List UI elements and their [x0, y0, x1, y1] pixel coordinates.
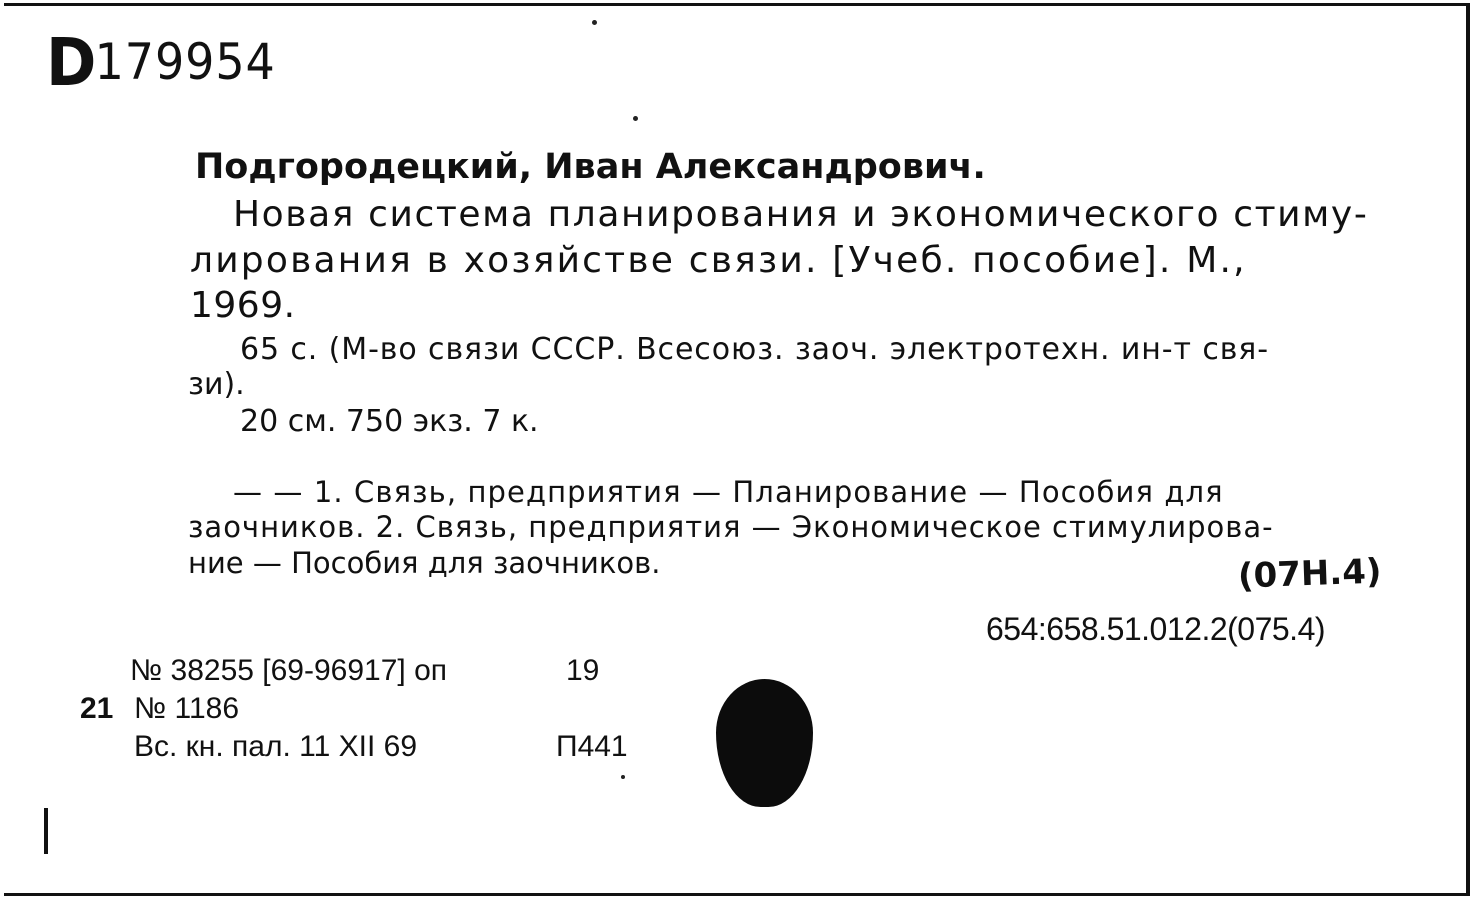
udc-number: 654:658.51.012.2(075.4): [986, 611, 1326, 647]
title-line-1-text: Новая система планирования и экономического стиму-: [233, 194, 1369, 235]
handwritten-classification: (07Н.4): [1237, 551, 1383, 597]
title-line-1: [233, 194, 1369, 235]
collation-line-3: 20 см. 750 экз. 7 к.: [240, 404, 539, 439]
subject-line-2: заочников. 2. Связь, предприятия — Экономическое стимулирова-: [188, 510, 1274, 544]
record-prefix: 21: [80, 692, 114, 725]
dust-speck: [592, 20, 597, 25]
record-order-number: № 1186: [134, 692, 240, 725]
subject-line-3: ние — Пособия для заочников.: [188, 546, 661, 580]
record-number-line: № 38255 [69-96917] оп: [130, 654, 447, 687]
collation-line-1: 65 с. (М-во связи СССР. Всесоюз. заоч. электротехн. ин-т свя-: [240, 332, 1269, 367]
dust-speck: [633, 116, 638, 121]
shelfmark: [46, 24, 276, 101]
dust-speck: [621, 775, 625, 779]
book-chamber-code: П441: [556, 730, 628, 763]
book-chamber-line: Вс. кн. пал. 11 XII 69: [134, 730, 418, 763]
edge-mark: [44, 808, 48, 854]
title-line-2: лирования в хозяйстве связи. [Учеб. пособие]. М.,: [190, 240, 1247, 281]
author-heading: Подгородецкий, Иван Александрович.: [195, 147, 986, 187]
title-line-3: 1969.: [190, 285, 296, 326]
shelfmark-letter: D: [46, 24, 95, 101]
record-number-right: 19: [566, 654, 600, 687]
shelfmark-number: 179954: [94, 33, 276, 91]
subject-line-1: — — 1. Связь, предприятия — Планирование — Пособия для: [233, 475, 1224, 509]
collation-line-2: зи).: [188, 367, 245, 402]
